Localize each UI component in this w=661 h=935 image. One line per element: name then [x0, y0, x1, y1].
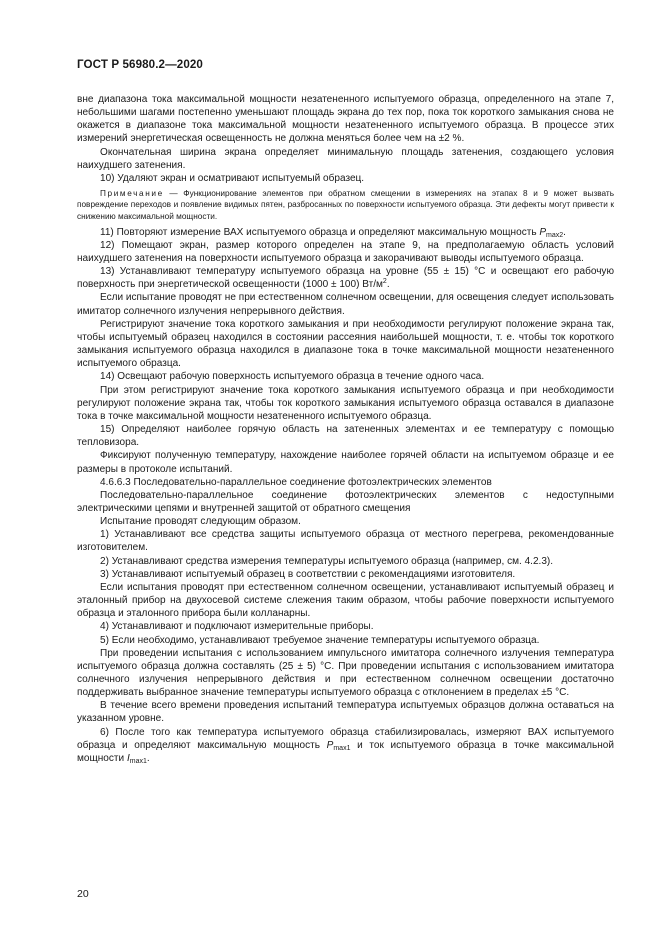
step-11: 11) Повторяют измерение ВАХ испытуемого образца и определяют максимальную мощность $P_{max2}$.: [100, 226, 566, 239]
page-body: [77, 93, 614, 765]
subscript: max1: [129, 757, 147, 765]
paragraph: При этом регистрируют значение тока короткого замыкания испытуемого образца и при необходимости регулируют положение экрана так, чтобы ток короткого замыкания испытуемого образца оставался в диапазоне тока в точке максимальной мощности незатененного испытуемого образца.: [77, 384, 614, 422]
paragraph: При проведении испытания с использованием импульсного имитатора солнечного излучения температура испытуемого образца должна составлять (25 ± 5) °С. При проведении испытания с использованием имитатора солнечного излучения непрерывного действия и при естественном солнечном освещении достаточно поддерживать выбранное значение температуры испытуемого образца с отклонением в пределах ±5 °С.: [77, 647, 614, 699]
step-4: 4) Устанавливают и подключают измерительные приборы.: [100, 621, 374, 633]
note: [77, 188, 614, 222]
step-5: 5) Если необходимо, устанавливают требуемое значение температуры испытуемого образца.: [100, 634, 540, 646]
step-12: 12) Помещают экран, размер которого определен на этапе 9, на предполагаемую область условий наихудшего затенения на поверхности испытуемого образца и закорачивают выводы испытуемого образца.: [77, 239, 614, 265]
step-14: 14) Освещают рабочую поверхность испытуемого образца в течение одного часа.: [100, 371, 485, 383]
step-10: 10) Удаляют экран и осматривают испытуемый образец.: [100, 172, 365, 184]
step-13: 13) Устанавливают температуру испытуемого образца на уровне (55 ± 15) °С и освещают его рабочую поверхность при энергетической освещенности (1000 ± 100) $Вт/м^2$.: [77, 266, 614, 291]
paragraph: Испытание проводят следующим образом.: [100, 516, 301, 528]
paragraph: Регистрируют значение тока короткого замыкания и при необходимости регулируют положение экрана так, чтобы испытуемый образец находился в состоянии рассеяния наибольшей мощности, т. е. чтобы ток короткого замыкания испытуемого образца находился в диапазоне тока в точке максимальной мощности незатененного испытуемого образца.: [77, 318, 614, 370]
subscript: max1: [333, 744, 351, 752]
document-header: ГОСТ Р 56980.2—2020: [77, 58, 203, 71]
paragraph: Последовательно-параллельное соединение фотоэлектрических элементов с недоступными электрическими цепями и внутренней защитой от обратного смещения: [77, 489, 614, 514]
step-2: 2) Устанавливают средства измерения температуры испытуемого образца (например, см. 4.2.3).: [100, 555, 554, 567]
symbol-p: P: [326, 739, 334, 751]
step-15: 15) Определяют наиболее горячую область на затененных элементах и ее температуру с помощью тепловизора.: [77, 424, 614, 449]
paragraph: Если испытание проводят не при естественном солнечном освещении, для освещения следует использовать имитатор солнечного излучения непрерывного действия.: [77, 292, 614, 317]
step-1: 1) Устанавливают все средства защиты испытуемого образца от местного перегрева, рекомендованные изготовителем.: [77, 529, 614, 554]
paragraph: вне диапазона тока максимальной мощности незатененного испытуемого образца, определенного на этапе 7, небольшими шагами постепенно уменьшают площадь экрана до тех пор, пока ток короткого замыкания снова не окажется в диапазоне тока максимальной мощности незатененного испытуемого образца. В процессе этих измерений энергетическая освещенность не должна меняться более чем на ±2 %.: [77, 94, 614, 145]
subscript: max2: [546, 231, 564, 239]
paragraph: Фиксируют полученную температуру, нахождение наиболее горячей области на испытуемом образце и ее размеры в протоколе испытаний.: [77, 450, 614, 475]
step-6: 6) После того как температура испытуемого образца стабилизировалась, измеряют ВАХ испытуемого образца и определяют максимальную мощность $P_{max1}$ и ток испытуемого образца в точке максимальной мощности $I_{max1}$.: [77, 726, 614, 765]
page-number: 20: [77, 888, 89, 900]
superscript: 2: [382, 278, 387, 286]
section-heading: 4.6.6.3 Последовательно-параллельное соединение фотоэлектрических элементов: [100, 476, 492, 488]
symbol-p: P: [539, 226, 547, 238]
paragraph: Если испытания проводят при естественном солнечном освещении, устанавливают испытуемый образец и эталонный прибор на двухосевой системе слежения таким образом, чтобы рабочие поверхности испытуемого образца и эталонного прибора были колланарны.: [77, 581, 614, 620]
paragraph: Окончательная ширина экрана определяет минимальную площадь затенения, создающего условия наихудшего затенения.: [77, 146, 614, 171]
symbol-i: I: [126, 752, 130, 764]
note-label: Примечание: [100, 189, 164, 199]
step-3: 3) Устанавливают испытуемый образец в соответствии с рекомендациями изготовителя.: [100, 568, 516, 580]
paragraph: В течение всего времени проведения испытаний температура испытуемых образцов должна оставаться на указанном уровне.: [77, 700, 614, 725]
note-text: — Функционирование элементов при обратном смещении в измерениях на этапах 8 и 9 может вызвать повреждение переходов и появление видимых пятен, разбросанных по поверхности испытуемого образца. Эти дефекты могут привести к снижению максимальной мощности.: [77, 189, 614, 221]
